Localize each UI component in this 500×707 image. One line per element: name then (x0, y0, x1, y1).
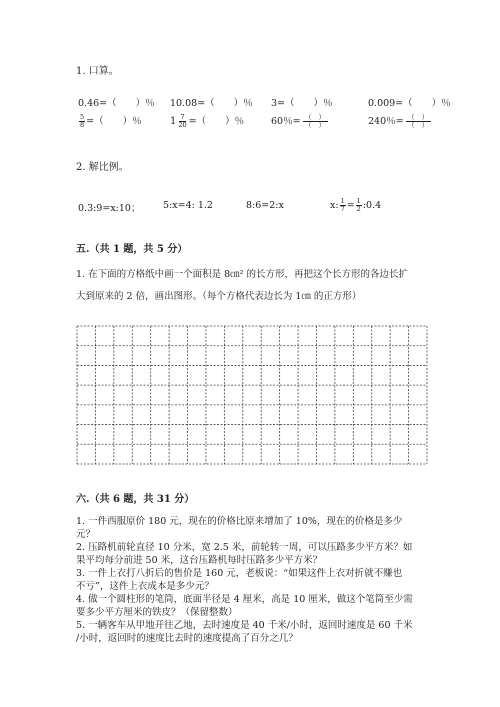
problem-line: 元？ (76, 529, 96, 540)
section-5-text-line: 1. 在下面的方格纸中画一个面积是 8㎝² 的长方形，再把这个长方形的各边长扩 (76, 269, 408, 280)
problem-line: 要多少平方厘米的铁皮？（保留整数） (76, 607, 238, 618)
problem-line: 果平均每分前进 50 米，这台压路机每时压路多少平方米？ (76, 555, 323, 566)
problem-line: 1. 一件西服原价 180 元，现在的价格比原来增加了 10%，现在的价格是多少 (76, 516, 403, 527)
calc-item: 10.08=（ ）％ (170, 98, 253, 109)
calc-item-mixed-fraction: 1 $\frac{7}{20}$ =（ ）％ (170, 113, 245, 129)
calc-item: 3=（ ）％ (271, 98, 333, 109)
question-1-title: 1. 口算。 (76, 66, 119, 77)
ratio-item-fraction: x: $\frac{1}{7}$ = $\frac{1}{2}$ :0.4 (330, 197, 382, 213)
fraction: $\frac{1}{7}$ (340, 197, 345, 213)
blank-fraction: （ ） （ ） (407, 113, 429, 129)
calc-item-fraction: $\frac{5}{8}$ =（ ）％ (80, 113, 142, 129)
fraction: $\frac{1}{2}$ (356, 197, 361, 213)
calc-item: 0.009=（ ）％ (368, 98, 451, 109)
question-2-title: 2. 解比例。 (76, 162, 129, 173)
section-5-text-line: 大到原来的 2 倍，画出图形。（每个方格代表边长为 1㎝ 的正方形） (76, 291, 362, 302)
ratio-item: 8:6=2:x (246, 200, 284, 211)
problem-line: 4. 做一个圆柱形的笔筒，底面半径是 4 厘米，高是 10 厘米，做这个笔筒至少需 (76, 594, 413, 605)
blank-fraction: （ ） （ ） (304, 113, 326, 129)
fraction: $\frac{5}{8}$ (80, 113, 85, 129)
problem-line: 2. 压路机前轮直径 10 分米，宽 2.5 米，前轮转一周，可以压路多少平方米？如 (76, 542, 413, 553)
problem-line: 3. 一件上衣打八折后的售价是 160 元，老板说：“如果这件上衣对折就不赚也 (76, 568, 403, 579)
calc-item-percent-to-fraction: 240％= （ ） （ ） (368, 113, 429, 129)
section-5-heading: 五.（共 1 题，共 5 分） (76, 244, 188, 255)
fraction: $\frac{7}{20}$ (178, 113, 187, 129)
square-grid (76, 325, 428, 465)
ratio-item: 0.3:9=x:10； (78, 203, 141, 214)
problem-line: /小时，返回时的速度比去时的速度提高了百分之几？ (76, 633, 298, 644)
problem-line: 5. 一辆客车从甲地开往乙地，去时速度是 40 千米/小时，返回时速度是 60 千米 (76, 620, 413, 631)
section-6-heading: 六.（共 6 题，共 31 分） (76, 494, 195, 505)
calc-item: 0.46=（ ）％ (78, 98, 155, 109)
ratio-item: 5:x=4: 1.2 (163, 200, 213, 211)
problem-line: 不亏”，这件上衣成本是多少元？ (76, 581, 214, 592)
calc-item-percent-to-fraction: 60％= （ ） （ ） (271, 113, 326, 129)
